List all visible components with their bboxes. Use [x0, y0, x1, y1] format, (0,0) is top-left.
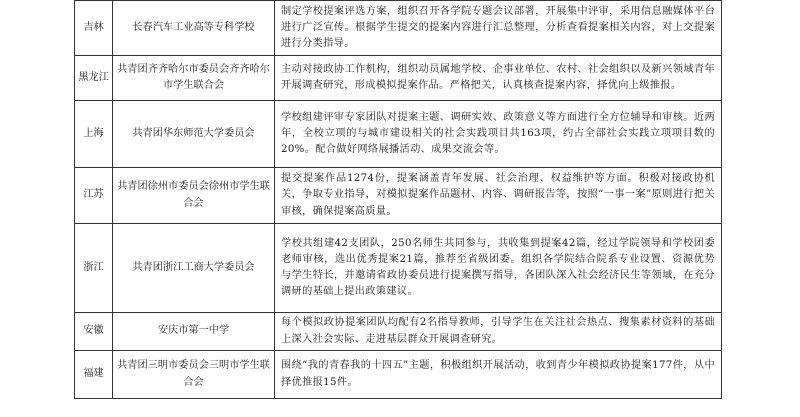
table-row: [75, 224, 722, 313]
table-row: [75, 313, 722, 351]
table-row: [75, 56, 722, 101]
province-cell: 安徽: [75, 313, 113, 351]
province-cell: 福建: [75, 351, 113, 399]
table-row: [75, 1, 722, 56]
description-cell: 每个模拟政协提案团队均配有2名指导教师，引导学生在关注社会热点、搜集素材资料的基础上深入社会实际、走进基层群众开展调查研究。: [275, 313, 722, 351]
province-cell: 吉林: [75, 1, 113, 56]
description-cell: 主动对接政协工作机构，组织动员属地学校、企事业单位、农村、社会组织以及新兴领域青年开展调查研究，形成模拟提案作品。严格把关，认真核查提案内容，择优向上级推报。: [275, 56, 722, 101]
organization-cell: 共青团华东师范大学委员会: [113, 101, 275, 168]
provinces-table: [74, 0, 722, 399]
organization-cell: 共青团浙江工商大学委员会: [113, 224, 275, 313]
province-cell: 江苏: [75, 168, 113, 224]
organization-cell: 共青团徐州市委员会徐州市学生联合会: [113, 168, 275, 224]
table-row: [75, 101, 722, 168]
province-cell: 浙江: [75, 224, 113, 313]
description-cell: 围绕“我的青春我的十四五”主题，积极组织开展活动，收到青少年模拟政协提案177件，从中择优推报15件。: [275, 351, 722, 399]
description-cell: 学校共组建42支团队，250名师生共同参与，共收集到提案42篇，经过学院领导和学校团委老师审核，选出优秀提案21篇，推荐至省级团委。组织各学院结合院系专业设置、资源优势与学生特长，并邀请省政协委员进行提案撰写指导，各团队深入社会经济民生等领域，在充分调研的基础上提出政策建议。: [275, 224, 722, 313]
province-cell: 上海: [75, 101, 113, 168]
description-cell: 制定学校提案评选方案，组织召开各学院专题会议部署，开展集中评审，采用信息融媒体平台进行广泛宣传。根据学生提交的提案内容进行汇总整理，分析查看提案相关内容，对上交提案进行分类指导。: [275, 1, 722, 56]
province-cell: 黑龙江: [75, 56, 113, 101]
organization-cell: 共青团三明市委员会三明市学生联合会: [113, 351, 275, 399]
organization-cell: 共青团齐齐哈尔市委员会齐齐哈尔市学生联合会: [113, 56, 275, 101]
table-row: [75, 351, 722, 399]
organization-cell: 安庆市第一中学: [113, 313, 275, 351]
organization-cell: 长春汽车工业高等专科学校: [113, 1, 275, 56]
description-cell: 提交提案作品1274份，提案涵盖青年发展、社会治理、权益维护等方面。积极对接政协机关，争取专业指导，对模拟提案作品题材、内容、调研报告等，按照“一事一案”原则进行把关审核，确保提案高质量。: [275, 168, 722, 224]
table-row: [75, 168, 722, 224]
description-cell: 学校组建评审专家团队对提案主题、调研实效、政策意义等方面进行全方位辅导和审核。近两年，全校立项的与城市建设相关的社会实践项目共163项，约占全部社会实践立项项目数的20%。配合做好网络展播活动、成果交流会等。: [275, 101, 722, 168]
